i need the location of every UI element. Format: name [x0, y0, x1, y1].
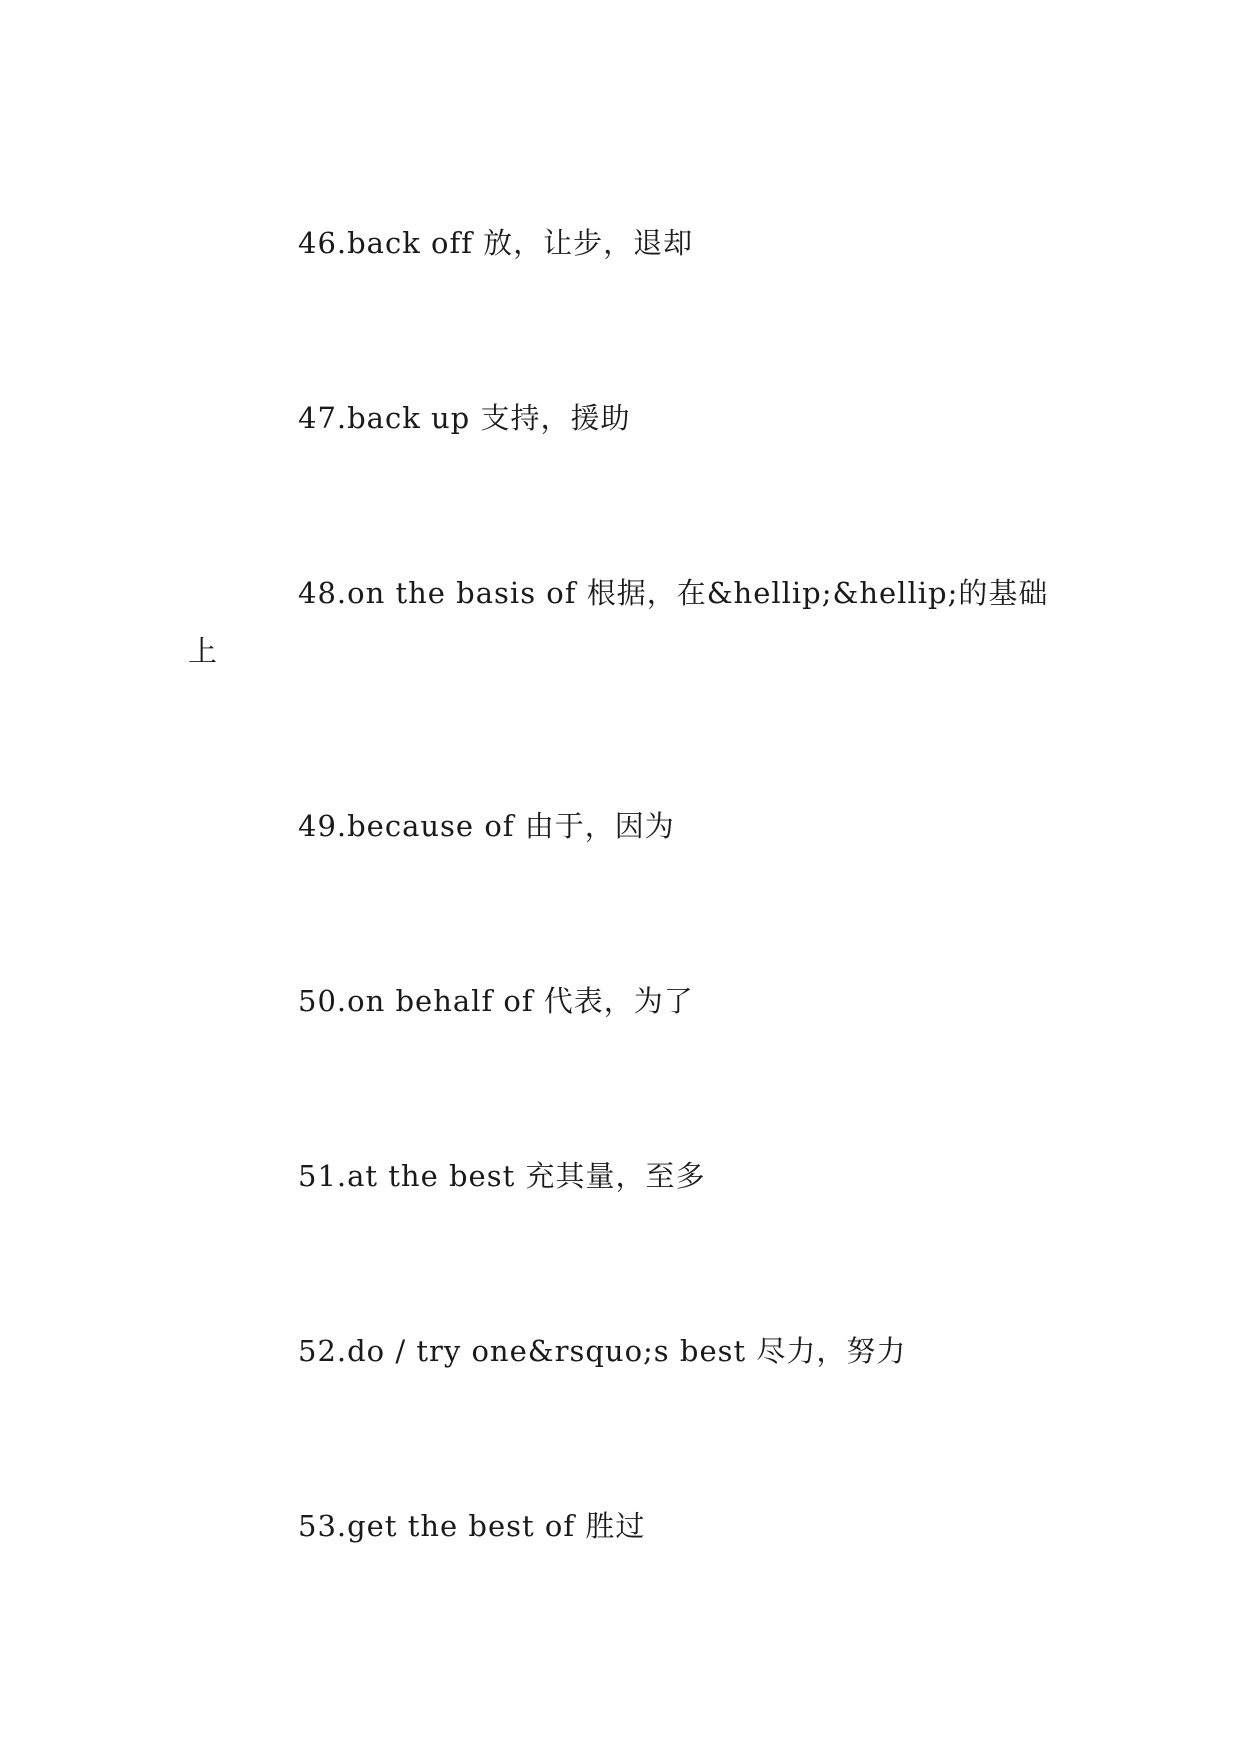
phrase-entry-48: 48.on the basis of 根据，在&hellip;&hellip;的基础上 [188, 576, 1049, 668]
phrase-entry-52: 52.do / try one&rsquo;s best 尽力，努力 [298, 1334, 907, 1368]
phrase-entry-50: 50.on behalf of 代表，为了 [298, 984, 694, 1018]
phrase-entry-46: 46.back off 放，让步，退却 [298, 226, 694, 260]
phrase-entry-51: 51.at the best 充其量，至多 [298, 1159, 706, 1193]
phrase-entry-47: 47.back up 支持，援助 [298, 401, 631, 435]
phrase-entry-49: 49.because of 由于，因为 [298, 809, 675, 843]
phrase-entry-53: 53.get the best of 胜过 [298, 1509, 646, 1543]
